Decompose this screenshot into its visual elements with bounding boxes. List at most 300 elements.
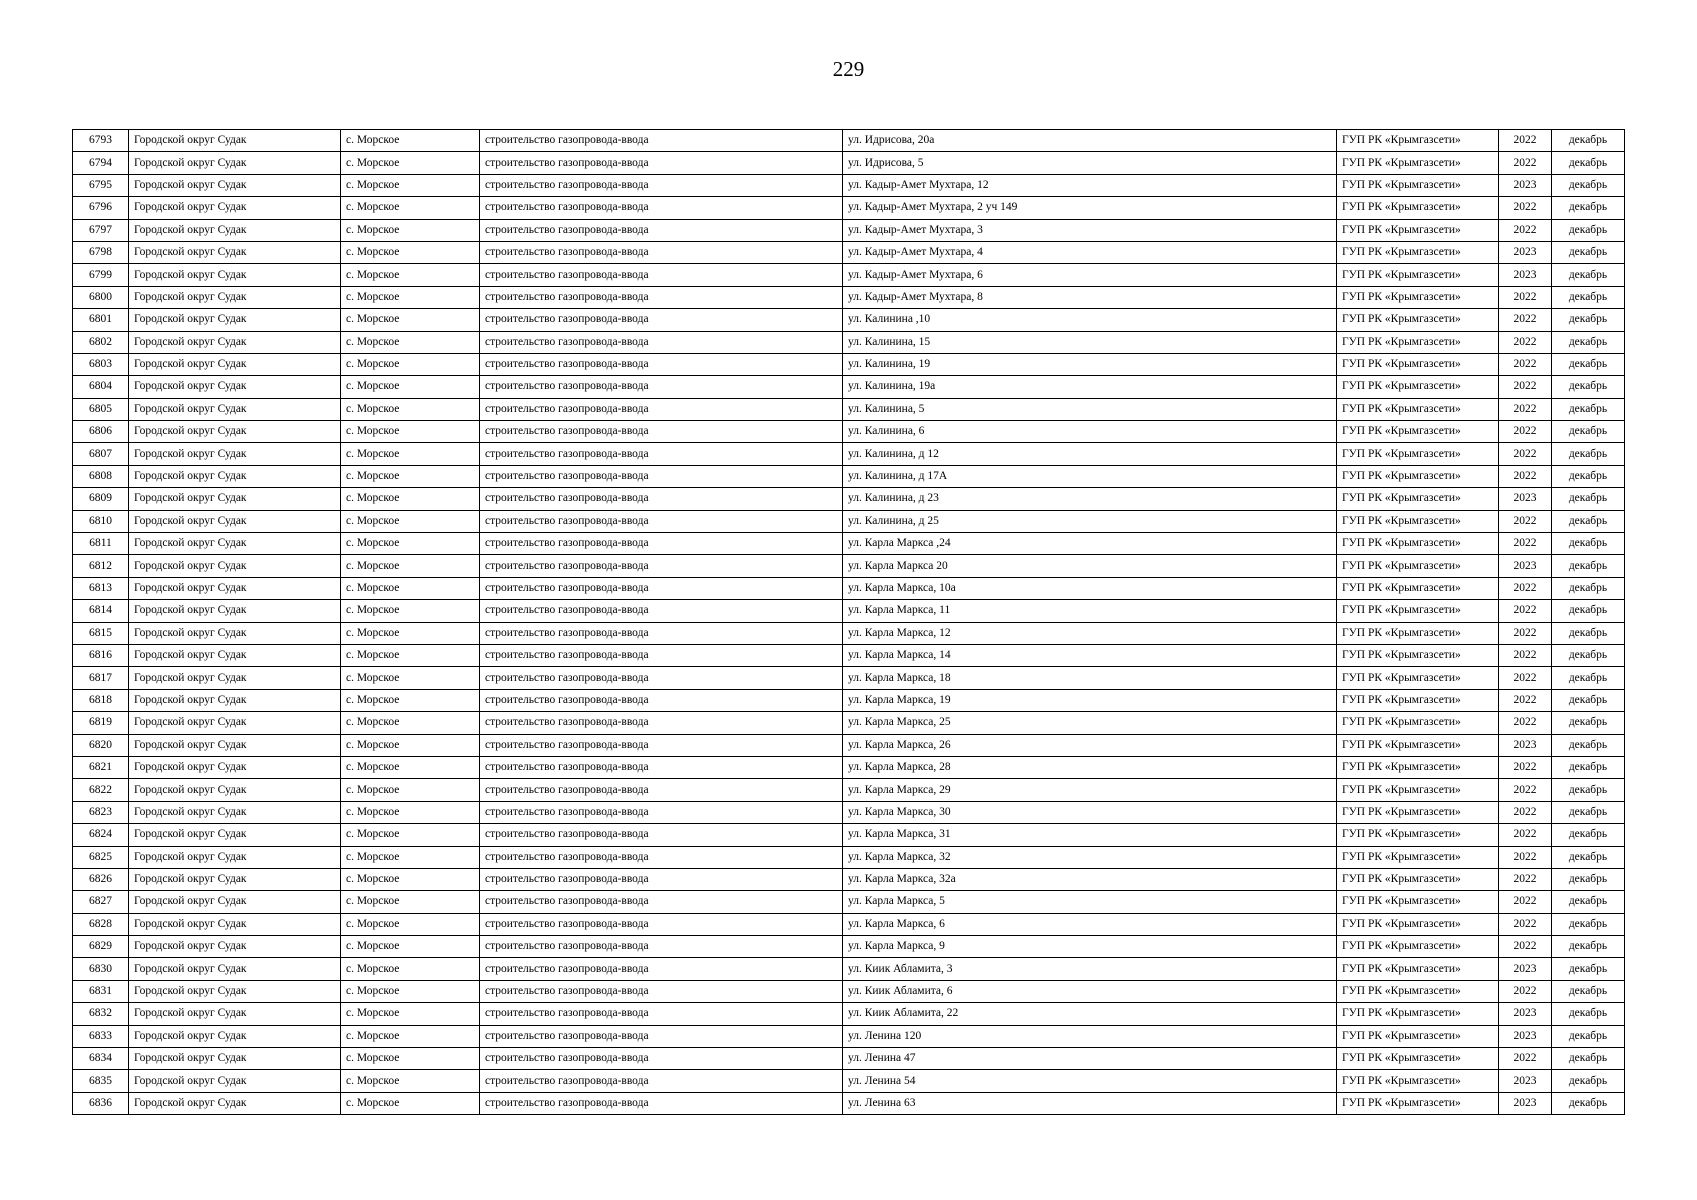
- cell-organization: ГУП РК «Крымгазсети»: [1337, 533, 1499, 555]
- cell-district: Городской округ Судак: [129, 689, 341, 711]
- cell-district: Городской округ Судак: [129, 824, 341, 846]
- cell-organization: ГУП РК «Крымгазсети»: [1337, 1092, 1499, 1114]
- cell-year: 2022: [1499, 309, 1552, 331]
- cell-settlement: с. Морское: [341, 734, 480, 756]
- table-row: [73, 734, 1625, 756]
- cell-year: 2022: [1499, 533, 1552, 555]
- table-row: [73, 241, 1625, 263]
- cell-year: 2022: [1499, 936, 1552, 958]
- cell-month: декабрь: [1552, 197, 1625, 219]
- cell-district: Городской округ Судак: [129, 309, 341, 331]
- table-row: [73, 219, 1625, 241]
- cell-year: 2023: [1499, 488, 1552, 510]
- cell-settlement: с. Морское: [341, 152, 480, 174]
- cell-year: 2022: [1499, 779, 1552, 801]
- cell-year: 2022: [1499, 443, 1552, 465]
- cell-month: декабрь: [1552, 398, 1625, 420]
- cell-address: ул. Карла Маркса 20: [843, 555, 1337, 577]
- cell-address: ул. Киик Абламита, 22: [843, 1003, 1337, 1025]
- cell-month: декабрь: [1552, 241, 1625, 263]
- cell-address: ул. Ленина 63: [843, 1092, 1337, 1114]
- cell-year: 2023: [1499, 555, 1552, 577]
- cell-year: 2022: [1499, 891, 1552, 913]
- cell-district: Городской округ Судак: [129, 756, 341, 778]
- cell-work-type: строительство газопровода-ввода: [480, 241, 843, 263]
- cell-work-type: строительство газопровода-ввода: [480, 667, 843, 689]
- cell-month: декабрь: [1552, 1025, 1625, 1047]
- cell-organization: ГУП РК «Крымгазсети»: [1337, 577, 1499, 599]
- cell-row-number: 6808: [73, 465, 129, 487]
- cell-work-type: строительство газопровода-ввода: [480, 376, 843, 398]
- cell-row-number: 6813: [73, 577, 129, 599]
- cell-month: декабрь: [1552, 443, 1625, 465]
- cell-work-type: строительство газопровода-ввода: [480, 689, 843, 711]
- cell-work-type: строительство газопровода-ввода: [480, 353, 843, 375]
- table-row: [73, 555, 1625, 577]
- cell-district: Городской округ Судак: [129, 555, 341, 577]
- cell-settlement: с. Морское: [341, 1003, 480, 1025]
- table-row: [73, 264, 1625, 286]
- cell-month: декабрь: [1552, 174, 1625, 196]
- table-row: [73, 398, 1625, 420]
- cell-organization: ГУП РК «Крымгазсети»: [1337, 488, 1499, 510]
- cell-settlement: с. Морское: [341, 376, 480, 398]
- cell-work-type: строительство газопровода-ввода: [480, 644, 843, 666]
- cell-district: Городской округ Судак: [129, 712, 341, 734]
- cell-organization: ГУП РК «Крымгазсети»: [1337, 734, 1499, 756]
- cell-year: 2023: [1499, 264, 1552, 286]
- cell-month: декабрь: [1552, 1048, 1625, 1070]
- cell-district: Городской округ Судак: [129, 219, 341, 241]
- table-row: [73, 891, 1625, 913]
- cell-work-type: строительство газопровода-ввода: [480, 936, 843, 958]
- cell-settlement: с. Морское: [341, 824, 480, 846]
- cell-settlement: с. Морское: [341, 533, 480, 555]
- cell-month: декабрь: [1552, 465, 1625, 487]
- cell-address: ул. Кадыр-Амет Мухтара, 4: [843, 241, 1337, 263]
- table-row: [73, 913, 1625, 935]
- cell-address: ул. Кадыр-Амет Мухтара, 6: [843, 264, 1337, 286]
- cell-settlement: с. Морское: [341, 1048, 480, 1070]
- cell-month: декабрь: [1552, 734, 1625, 756]
- table-row: [73, 577, 1625, 599]
- cell-settlement: с. Морское: [341, 756, 480, 778]
- cell-organization: ГУП РК «Крымгазсети»: [1337, 398, 1499, 420]
- cell-year: 2022: [1499, 980, 1552, 1002]
- cell-month: декабрь: [1552, 488, 1625, 510]
- cell-district: Городской округ Судак: [129, 398, 341, 420]
- cell-work-type: строительство газопровода-ввода: [480, 219, 843, 241]
- cell-year: 2022: [1499, 152, 1552, 174]
- cell-work-type: строительство газопровода-ввода: [480, 465, 843, 487]
- cell-month: декабрь: [1552, 980, 1625, 1002]
- cell-month: декабрь: [1552, 353, 1625, 375]
- cell-address: ул. Калинина, д 25: [843, 510, 1337, 532]
- table-row: [73, 1025, 1625, 1047]
- cell-settlement: с. Морское: [341, 958, 480, 980]
- cell-work-type: строительство газопровода-ввода: [480, 398, 843, 420]
- cell-row-number: 6819: [73, 712, 129, 734]
- cell-month: декабрь: [1552, 533, 1625, 555]
- cell-year: 2022: [1499, 577, 1552, 599]
- table-row: [73, 756, 1625, 778]
- cell-work-type: строительство газопровода-ввода: [480, 958, 843, 980]
- cell-address: ул. Карла Маркса, 11: [843, 600, 1337, 622]
- cell-row-number: 6809: [73, 488, 129, 510]
- cell-month: декабрь: [1552, 712, 1625, 734]
- cell-month: декабрь: [1552, 152, 1625, 174]
- cell-organization: ГУП РК «Крымгазсети»: [1337, 353, 1499, 375]
- cell-year: 2022: [1499, 286, 1552, 308]
- cell-district: Городской округ Судак: [129, 891, 341, 913]
- cell-settlement: с. Морское: [341, 219, 480, 241]
- cell-month: декабрь: [1552, 331, 1625, 353]
- cell-month: декабрь: [1552, 689, 1625, 711]
- cell-month: декабрь: [1552, 309, 1625, 331]
- cell-work-type: строительство газопровода-ввода: [480, 1070, 843, 1092]
- table-row: [73, 533, 1625, 555]
- cell-year: 2022: [1499, 421, 1552, 443]
- cell-month: декабрь: [1552, 1003, 1625, 1025]
- cell-row-number: 6826: [73, 868, 129, 890]
- table-row: [73, 980, 1625, 1002]
- cell-month: декабрь: [1552, 779, 1625, 801]
- cell-work-type: строительство газопровода-ввода: [480, 801, 843, 823]
- table-row: [73, 421, 1625, 443]
- cell-settlement: с. Морское: [341, 868, 480, 890]
- cell-settlement: с. Морское: [341, 689, 480, 711]
- table-row: [73, 824, 1625, 846]
- cell-settlement: с. Морское: [341, 936, 480, 958]
- table-row: [73, 353, 1625, 375]
- cell-work-type: строительство газопровода-ввода: [480, 488, 843, 510]
- cell-address: ул. Карла Маркса, 30: [843, 801, 1337, 823]
- cell-row-number: 6807: [73, 443, 129, 465]
- cell-month: декабрь: [1552, 868, 1625, 890]
- cell-year: 2022: [1499, 644, 1552, 666]
- cell-settlement: с. Морское: [341, 801, 480, 823]
- cell-organization: ГУП РК «Крымгазсети»: [1337, 756, 1499, 778]
- table-row: [73, 846, 1625, 868]
- cell-year: 2022: [1499, 846, 1552, 868]
- cell-address: ул. Калинина, 15: [843, 331, 1337, 353]
- cell-district: Городской округ Судак: [129, 1092, 341, 1114]
- cell-settlement: с. Морское: [341, 510, 480, 532]
- cell-organization: ГУП РК «Крымгазсети»: [1337, 1025, 1499, 1047]
- table-row: [73, 309, 1625, 331]
- cell-work-type: строительство газопровода-ввода: [480, 891, 843, 913]
- cell-settlement: с. Морское: [341, 309, 480, 331]
- cell-month: декабрь: [1552, 958, 1625, 980]
- cell-work-type: строительство газопровода-ввода: [480, 286, 843, 308]
- cell-settlement: с. Морское: [341, 130, 480, 152]
- cell-row-number: 6800: [73, 286, 129, 308]
- cell-district: Городской округ Судак: [129, 286, 341, 308]
- cell-district: Городской округ Судак: [129, 241, 341, 263]
- cell-year: 2023: [1499, 1003, 1552, 1025]
- cell-year: 2022: [1499, 130, 1552, 152]
- table-row: [73, 1048, 1625, 1070]
- cell-address: ул. Идрисова, 20а: [843, 130, 1337, 152]
- cell-year: 2023: [1499, 241, 1552, 263]
- cell-organization: ГУП РК «Крымгазсети»: [1337, 1003, 1499, 1025]
- cell-row-number: 6814: [73, 600, 129, 622]
- cell-year: 2022: [1499, 376, 1552, 398]
- cell-settlement: с. Морское: [341, 488, 480, 510]
- cell-work-type: строительство газопровода-ввода: [480, 600, 843, 622]
- cell-organization: ГУП РК «Крымгазсети»: [1337, 286, 1499, 308]
- cell-month: декабрь: [1552, 421, 1625, 443]
- cell-work-type: строительство газопровода-ввода: [480, 622, 843, 644]
- table-row: [73, 868, 1625, 890]
- cell-month: декабрь: [1552, 913, 1625, 935]
- cell-organization: ГУП РК «Крымгазсети»: [1337, 309, 1499, 331]
- cell-district: Городской округ Судак: [129, 577, 341, 599]
- cell-organization: ГУП РК «Крымгазсети»: [1337, 331, 1499, 353]
- cell-settlement: с. Морское: [341, 891, 480, 913]
- cell-district: Городской округ Судак: [129, 801, 341, 823]
- cell-year: 2022: [1499, 667, 1552, 689]
- cell-work-type: строительство газопровода-ввода: [480, 868, 843, 890]
- cell-year: 2023: [1499, 734, 1552, 756]
- cell-month: декабрь: [1552, 936, 1625, 958]
- cell-month: декабрь: [1552, 1070, 1625, 1092]
- cell-district: Городской округ Судак: [129, 1048, 341, 1070]
- cell-settlement: с. Морское: [341, 331, 480, 353]
- cell-month: декабрь: [1552, 801, 1625, 823]
- cell-district: Городской округ Судак: [129, 779, 341, 801]
- cell-year: 2023: [1499, 1025, 1552, 1047]
- cell-organization: ГУП РК «Крымгазсети»: [1337, 779, 1499, 801]
- table-row: [73, 622, 1625, 644]
- cell-address: ул. Калинина, д 17А: [843, 465, 1337, 487]
- table-row: [73, 174, 1625, 196]
- cell-work-type: строительство газопровода-ввода: [480, 1092, 843, 1114]
- cell-settlement: с. Морское: [341, 577, 480, 599]
- table-row: [73, 958, 1625, 980]
- cell-row-number: 6803: [73, 353, 129, 375]
- cell-settlement: с. Морское: [341, 1070, 480, 1092]
- cell-organization: ГУП РК «Крымгазсети»: [1337, 421, 1499, 443]
- cell-row-number: 6804: [73, 376, 129, 398]
- cell-settlement: с. Морское: [341, 913, 480, 935]
- cell-address: ул. Карла Маркса, 31: [843, 824, 1337, 846]
- cell-month: декабрь: [1552, 130, 1625, 152]
- cell-year: 2022: [1499, 1048, 1552, 1070]
- cell-organization: ГУП РК «Крымгазсети»: [1337, 936, 1499, 958]
- cell-address: ул. Карла Маркса, 12: [843, 622, 1337, 644]
- cell-address: ул. Кадыр-Амет Мухтара, 2 уч 149: [843, 197, 1337, 219]
- cell-row-number: 6829: [73, 936, 129, 958]
- cell-organization: ГУП РК «Крымгазсети»: [1337, 264, 1499, 286]
- cell-work-type: строительство газопровода-ввода: [480, 443, 843, 465]
- cell-district: Городской округ Судак: [129, 130, 341, 152]
- cell-month: декабрь: [1552, 577, 1625, 599]
- cell-month: декабрь: [1552, 667, 1625, 689]
- cell-address: ул. Карла Маркса, 14: [843, 644, 1337, 666]
- table-row: [73, 1070, 1625, 1092]
- cell-year: 2023: [1499, 958, 1552, 980]
- cell-row-number: 6805: [73, 398, 129, 420]
- cell-organization: ГУП РК «Крымгазсети»: [1337, 241, 1499, 263]
- cell-year: 2022: [1499, 756, 1552, 778]
- cell-settlement: с. Морское: [341, 286, 480, 308]
- cell-district: Городской округ Судак: [129, 980, 341, 1002]
- cell-year: 2022: [1499, 913, 1552, 935]
- cell-row-number: 6806: [73, 421, 129, 443]
- cell-district: Городской округ Судак: [129, 376, 341, 398]
- cell-row-number: 6822: [73, 779, 129, 801]
- cell-district: Городской округ Судак: [129, 644, 341, 666]
- table-row: [73, 936, 1625, 958]
- cell-row-number: 6797: [73, 219, 129, 241]
- cell-row-number: 6833: [73, 1025, 129, 1047]
- cell-address: ул. Кадыр-Амет Мухтара, 12: [843, 174, 1337, 196]
- cell-work-type: строительство газопровода-ввода: [480, 174, 843, 196]
- cell-row-number: 6827: [73, 891, 129, 913]
- cell-settlement: с. Морское: [341, 421, 480, 443]
- table-row: [73, 1092, 1625, 1114]
- table-row: [73, 667, 1625, 689]
- cell-row-number: 6811: [73, 533, 129, 555]
- cell-organization: ГУП РК «Крымгазсети»: [1337, 644, 1499, 666]
- cell-address: ул. Калинина, 19: [843, 353, 1337, 375]
- cell-year: 2022: [1499, 219, 1552, 241]
- cell-month: декабрь: [1552, 756, 1625, 778]
- cell-work-type: строительство газопровода-ввода: [480, 1025, 843, 1047]
- cell-work-type: строительство газопровода-ввода: [480, 913, 843, 935]
- cell-organization: ГУП РК «Крымгазсети»: [1337, 868, 1499, 890]
- cell-district: Городской округ Судак: [129, 510, 341, 532]
- cell-row-number: 6832: [73, 1003, 129, 1025]
- cell-district: Городской округ Судак: [129, 913, 341, 935]
- cell-work-type: строительство газопровода-ввода: [480, 152, 843, 174]
- cell-month: декабрь: [1552, 622, 1625, 644]
- cell-district: Городской округ Судак: [129, 1025, 341, 1047]
- cell-month: декабрь: [1552, 264, 1625, 286]
- cell-year: 2022: [1499, 801, 1552, 823]
- table-row: [73, 197, 1625, 219]
- cell-district: Городской округ Судак: [129, 443, 341, 465]
- cell-organization: ГУП РК «Крымгазсети»: [1337, 219, 1499, 241]
- cell-organization: ГУП РК «Крымгазсети»: [1337, 689, 1499, 711]
- table-row: [73, 488, 1625, 510]
- cell-address: ул. Ленина 47: [843, 1048, 1337, 1070]
- cell-year: 2022: [1499, 197, 1552, 219]
- cell-year: 2022: [1499, 600, 1552, 622]
- cell-address: ул. Киик Абламита, 3: [843, 958, 1337, 980]
- cell-row-number: 6825: [73, 846, 129, 868]
- cell-address: ул. Ленина 120: [843, 1025, 1337, 1047]
- cell-organization: ГУП РК «Крымгазсети»: [1337, 555, 1499, 577]
- cell-settlement: с. Морское: [341, 398, 480, 420]
- cell-work-type: строительство газопровода-ввода: [480, 555, 843, 577]
- cell-settlement: с. Морское: [341, 174, 480, 196]
- cell-organization: ГУП РК «Крымгазсети»: [1337, 1070, 1499, 1092]
- cell-address: ул. Калинина, 5: [843, 398, 1337, 420]
- cell-settlement: с. Морское: [341, 264, 480, 286]
- cell-organization: ГУП РК «Крымгазсети»: [1337, 667, 1499, 689]
- cell-year: 2022: [1499, 331, 1552, 353]
- cell-district: Городской округ Судак: [129, 421, 341, 443]
- cell-work-type: строительство газопровода-ввода: [480, 846, 843, 868]
- cell-settlement: с. Морское: [341, 779, 480, 801]
- cell-work-type: строительство газопровода-ввода: [480, 1003, 843, 1025]
- cell-organization: ГУП РК «Крымгазсети»: [1337, 891, 1499, 913]
- cell-organization: ГУП РК «Крымгазсети»: [1337, 376, 1499, 398]
- cell-row-number: 6793: [73, 130, 129, 152]
- cell-address: ул. Карла Маркса, 9: [843, 936, 1337, 958]
- cell-row-number: 6823: [73, 801, 129, 823]
- cell-month: декабрь: [1552, 286, 1625, 308]
- cell-month: декабрь: [1552, 376, 1625, 398]
- cell-address: ул. Карла Маркса, 25: [843, 712, 1337, 734]
- cell-address: ул. Карла Маркса, 26: [843, 734, 1337, 756]
- cell-address: ул. Карла Маркса, 19: [843, 689, 1337, 711]
- cell-address: ул. Карла Маркса, 29: [843, 779, 1337, 801]
- table-row: [73, 130, 1625, 152]
- cell-district: Городской округ Судак: [129, 846, 341, 868]
- cell-work-type: строительство газопровода-ввода: [480, 779, 843, 801]
- cell-address: ул. Карла Маркса, 5: [843, 891, 1337, 913]
- cell-work-type: строительство газопровода-ввода: [480, 1048, 843, 1070]
- cell-work-type: строительство газопровода-ввода: [480, 264, 843, 286]
- cell-year: 2022: [1499, 689, 1552, 711]
- cell-month: декабрь: [1552, 510, 1625, 532]
- table-row: [73, 712, 1625, 734]
- table-row: [73, 443, 1625, 465]
- cell-address: ул. Киик Абламита, 6: [843, 980, 1337, 1002]
- cell-settlement: с. Морское: [341, 846, 480, 868]
- cell-row-number: 6799: [73, 264, 129, 286]
- cell-year: 2023: [1499, 1092, 1552, 1114]
- cell-organization: ГУП РК «Крымгазсети»: [1337, 824, 1499, 846]
- cell-address: ул. Калинина ,10: [843, 309, 1337, 331]
- cell-district: Городской округ Судак: [129, 622, 341, 644]
- cell-district: Городской округ Судак: [129, 1003, 341, 1025]
- cell-district: Городской округ Судак: [129, 533, 341, 555]
- cell-row-number: 6836: [73, 1092, 129, 1114]
- cell-address: ул. Калинина, 19а: [843, 376, 1337, 398]
- cell-district: Городской округ Судак: [129, 1070, 341, 1092]
- cell-address: ул. Калинина, д 23: [843, 488, 1337, 510]
- cell-row-number: 6810: [73, 510, 129, 532]
- cell-settlement: с. Морское: [341, 555, 480, 577]
- cell-address: ул. Карла Маркса, 10а: [843, 577, 1337, 599]
- cell-organization: ГУП РК «Крымгазсети»: [1337, 1048, 1499, 1070]
- cell-row-number: 6818: [73, 689, 129, 711]
- cell-settlement: с. Морское: [341, 1025, 480, 1047]
- cell-work-type: строительство газопровода-ввода: [480, 980, 843, 1002]
- cell-address: ул. Карла Маркса ,24: [843, 533, 1337, 555]
- cell-settlement: с. Морское: [341, 465, 480, 487]
- cell-row-number: 6817: [73, 667, 129, 689]
- cell-settlement: с. Морское: [341, 1092, 480, 1114]
- table-row: [73, 286, 1625, 308]
- cell-organization: ГУП РК «Крымгазсети»: [1337, 846, 1499, 868]
- cell-row-number: 6828: [73, 913, 129, 935]
- cell-district: Городской округ Судак: [129, 264, 341, 286]
- cell-row-number: 6820: [73, 734, 129, 756]
- cell-organization: ГУП РК «Крымгазсети»: [1337, 174, 1499, 196]
- cell-work-type: строительство газопровода-ввода: [480, 756, 843, 778]
- cell-month: декабрь: [1552, 1092, 1625, 1114]
- table-row: [73, 779, 1625, 801]
- cell-address: ул. Ленина 54: [843, 1070, 1337, 1092]
- cell-address: ул. Кадыр-Амет Мухтара, 8: [843, 286, 1337, 308]
- cell-organization: ГУП РК «Крымгазсети»: [1337, 510, 1499, 532]
- cell-year: 2022: [1499, 510, 1552, 532]
